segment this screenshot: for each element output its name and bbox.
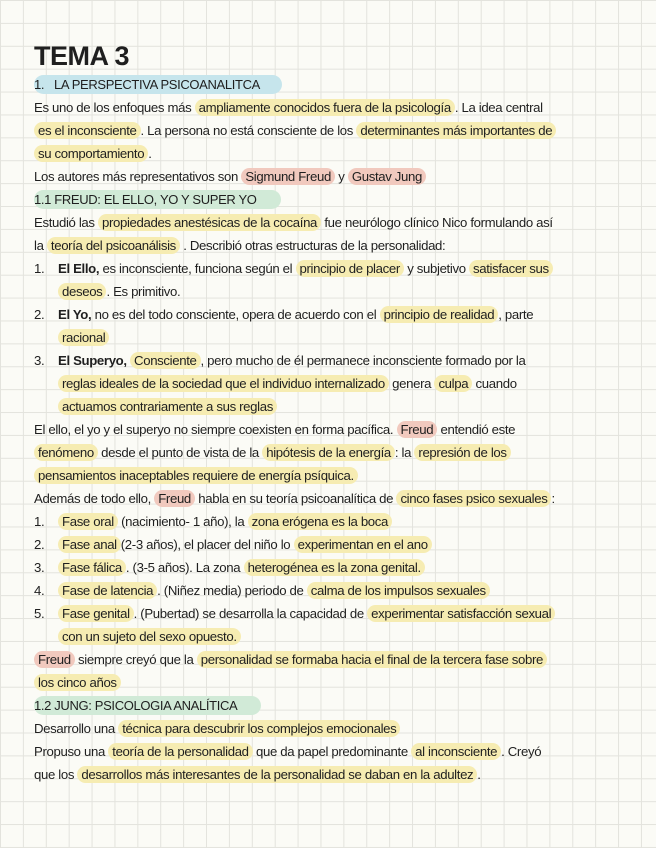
highlight: propiedades anestésicas de la cocaína <box>98 214 321 231</box>
list-item-superyo-cont: reglas ideales de la sociedad que el individuo internalizado genera culpa cuando <box>34 372 620 395</box>
page-title: TEMA 3 <box>34 41 130 71</box>
jung-line-2: Propuso una teoría de la personalidad que da papel predominante al inconsciente . Creyó <box>34 744 542 759</box>
section-1-heading <box>34 73 620 96</box>
list-item-ello: 1. El Ello, es inconsciente, funciona según el principio de placer y subjetivo satisfacer sus <box>34 257 620 280</box>
list-item-yo-cont: racional <box>34 326 620 349</box>
freud-line-1: Estudió las propiedades anestésicas de la cocaína fue neurólogo clínico Nico formulando así <box>34 215 553 230</box>
list-item-ello-cont: deseos . Es primitivo. <box>34 280 620 303</box>
phase-item: 5. Fase genital . (Pubertad) se desarrolla la capacidad de experimentar satisfacción sexual <box>34 602 620 625</box>
highlight: ampliamente conocidos fuera de la psicología <box>195 99 455 116</box>
coexist-line-3: pensamientos inaceptables requiere de energía psíquica. <box>34 464 620 487</box>
phase-item-cont: con un sujeto del sexo opuesto. <box>34 625 620 648</box>
list-item-superyo: 3. El Superyo, Consciente , pero mucho de él permanece inconsciente formado por la <box>34 353 526 368</box>
phases-intro: Además de todo ello, Freud habla en su teoría psicoanalítica de cinco fases psico sexuales : <box>34 491 555 506</box>
section-number: 1. <box>34 77 45 92</box>
section-1-2-heading: 1.2 JUNG: PSICOLOGIA ANALÍTICA <box>34 694 620 717</box>
freud-line-2: la teoría del psicoanálisis . Describió otras estructuras de la personalidad: <box>34 238 446 253</box>
author-freud: Sigmund Freud <box>241 168 335 185</box>
highlight: es el inconsciente <box>34 122 141 139</box>
coexist-line-2: fenómeno desde el punto de vista de la hipótesis de la energía : la represión de los <box>34 441 620 464</box>
phase-item: 3. Fase fálica . (3-5 años). La zona heterogénea es la zona genital. <box>34 556 620 579</box>
jung-line-1: Desarrollo una técnica para descubrir los complejos emocionales <box>34 717 620 740</box>
intro-line-4: Los autores más representativos son Sigmund Freud y Gustav Jung <box>34 165 620 188</box>
author-jung: Gustav Jung <box>348 168 426 185</box>
section-label: LA PERSPECTIVA PSICOANALITCA <box>53 77 260 92</box>
list-item-superyo-cont2: actuamos contrariamente a sus reglas <box>34 395 620 418</box>
jung-line-3: que los desarrollos más interesantes de la personalidad se daban en la adultez . <box>34 767 481 782</box>
intro-line-3: su comportamiento . <box>34 142 620 165</box>
highlight: su comportamiento <box>34 145 148 162</box>
freud-final-line-1: Freud siempre creyó que la personalidad se formaba hacia el final de la tercera fase sobre <box>34 648 620 671</box>
highlight: determinantes más importantes de <box>356 122 556 139</box>
phase-item: 1. Fase oral (nacimiento- 1 año), la zona erógena es la boca <box>34 510 620 533</box>
intro-line-2: es el inconsciente . La persona no está consciente de los determinantes más importantes de <box>34 119 620 142</box>
freud-final-line-2: los cinco años <box>34 671 620 694</box>
coexist-line-1: El ello, el yo y el superyo no siempre coexisten en forma pacífica. Freud entendió este <box>34 422 516 437</box>
phase-item: 4. Fase de latencia . (Niñez media) periodo de calma de los impulsos sexuales <box>34 579 620 602</box>
highlight: teoría del psicoanálisis <box>47 237 180 254</box>
phase-item: 2. Fase anal (2-3 años), el placer del niño lo experimentan en el ano <box>34 533 620 556</box>
intro-line-1: Es uno de los enfoques más ampliamente conocidos fuera de la psicología . La idea central <box>34 100 543 115</box>
section-1-1-heading: 1.1 FREUD: EL ELLO, YO Y SUPER YO <box>34 188 620 211</box>
list-item-yo: 2. El Yo, no es del todo consciente, opera de acuerdo con el principio de realidad , parte <box>34 307 534 322</box>
